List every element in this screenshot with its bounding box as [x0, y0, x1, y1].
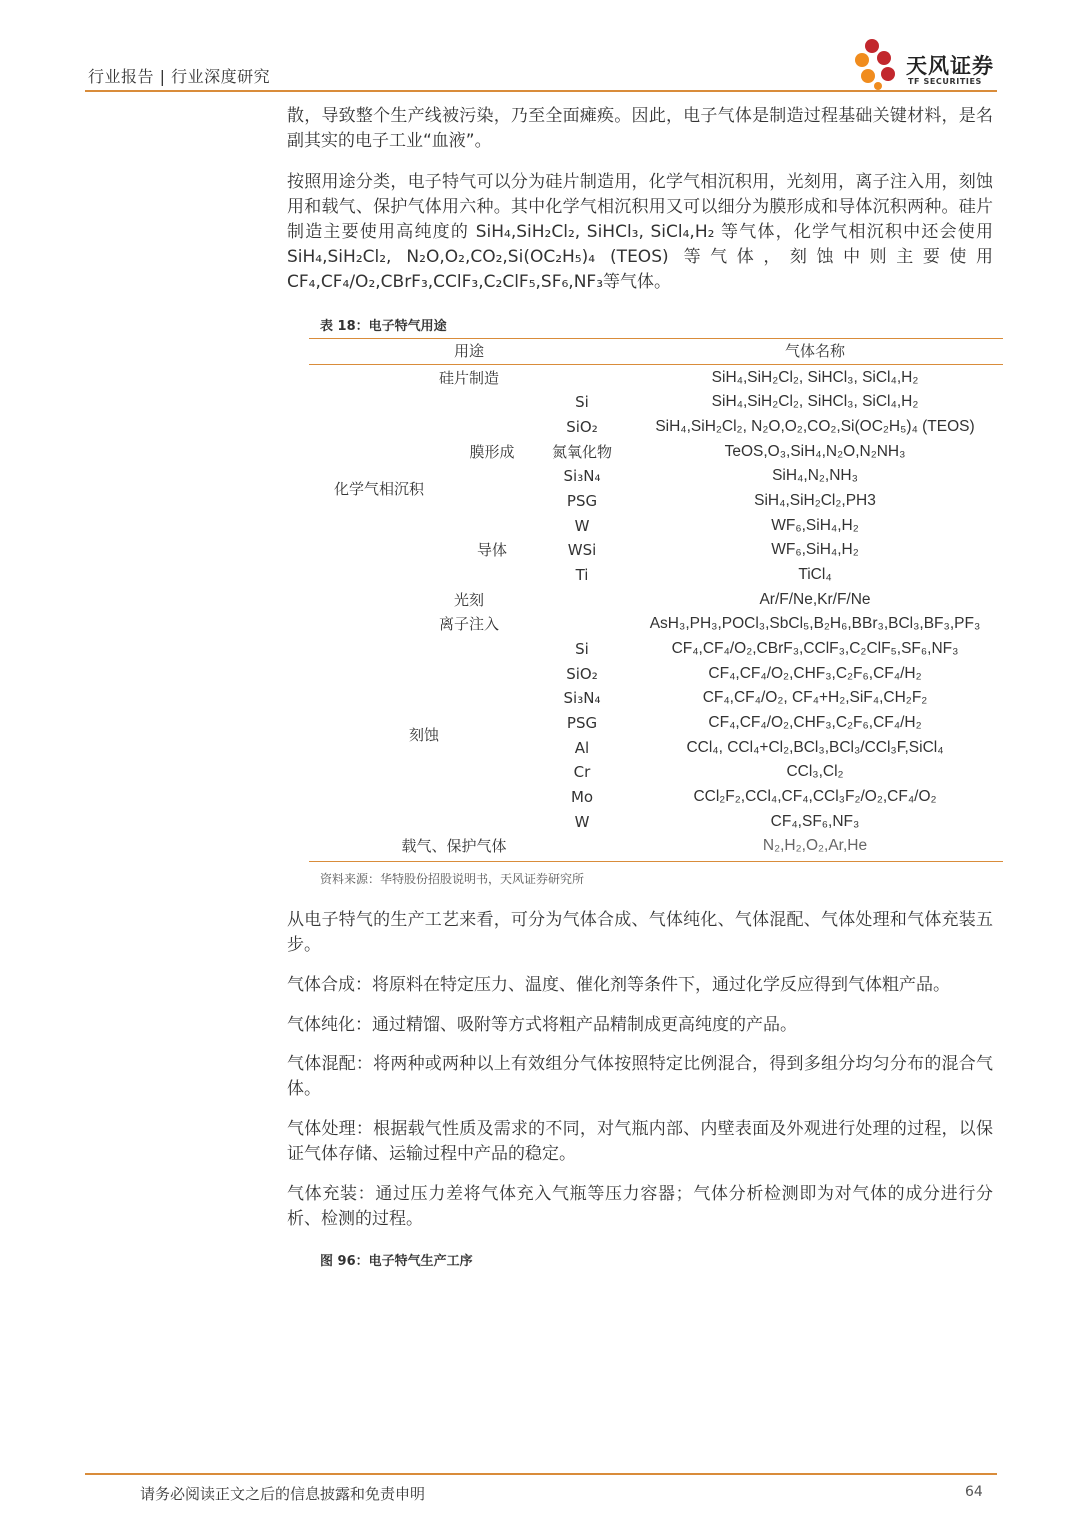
table-sub: PSG — [566, 714, 598, 732]
page-number: 64 — [965, 1484, 983, 1500]
logo-text-cn: 天风证券 — [906, 54, 994, 78]
logo-text-en: TF SECURITIES — [908, 77, 982, 86]
paragraph-3: 从电子特气的生产工艺来看，可分为气体合成、气体纯化、气体混配、气体处理和气体充装五步。 — [287, 910, 993, 955]
table-sub: SiO₂ — [566, 418, 598, 436]
table-gas: CCl₂F₂,CCl₄,CF₄,CCl₃F₂/O₂,CF₄/O₂ — [693, 788, 937, 805]
table-sub: Ti — [575, 566, 589, 584]
table-gas: N₂,H₂,O₂,Ar,He — [762, 837, 868, 854]
table-gas: TiCl₄ — [798, 566, 832, 583]
table-top-rule — [309, 338, 1003, 339]
paragraph-1: 散，导致整个生产线被污染，乃至全面瘫痪。因此，电子气体是制造过程基础关键材料，是名副其实的电子工业“血液”。 — [287, 106, 993, 151]
table-sub: Cr — [573, 763, 591, 781]
table-gas: CCl₄, CCl₄+Cl₂,BCl₃,BCl₃/CCl₃F,SiCl₄ — [686, 739, 944, 756]
table-sub: PSG — [566, 492, 598, 510]
paragraph-6: 气体混配：将两种或两种以上有效组分气体按照特定比例混合，得到多组分均匀分布的混合气体。 — [287, 1054, 993, 1099]
table-gas: SiH₄,SiH₂Cl₂, SiHCl₃, SiCl₄,H₂ — [711, 393, 919, 410]
table-sub: W — [574, 813, 590, 831]
table-gas: SiH₄,N₂,NH₃ — [772, 467, 858, 484]
table-gas: CF₄,CF₄/O₂,CHF₃,C₂F₆,CF₄/H₂ — [708, 714, 922, 731]
table-gas: CF₄,SF₆,NF₃ — [770, 813, 860, 830]
header-use: 用途 — [453, 342, 485, 360]
table-gas: WF₆,SiH₄,H₂ — [771, 517, 859, 534]
header-gas: 气体名称 — [784, 342, 846, 360]
group-implant: 离子注入 — [438, 615, 500, 633]
table-sub: Si — [575, 640, 589, 658]
table-sub: Si — [575, 393, 589, 411]
header-breadcrumb: 行业报告 | 行业深度研究 — [88, 67, 271, 86]
header-rule — [309, 364, 1003, 365]
table-gas: AsH₃,PH₃,POCl₃,SbCl₅,B₂H₆,BBr₃,BCl₃,BF₃,PF₃ — [649, 615, 981, 632]
table-gas: SiH₄,SiH₂Cl₂, SiHCl₃, SiCl₄,H₂ — [711, 369, 919, 386]
table-gas: CF₄,CF₄/O₂,CHF₃,C₂F₆,CF₄/H₂ — [708, 665, 922, 682]
gas-usage-table — [309, 338, 1003, 866]
subgroup-film: 膜形成 — [469, 443, 515, 461]
group-litho: 光刻 — [453, 591, 485, 609]
paragraph-8: 气体充装：通过压力差将气体充入气瓶等压力容器；气体分析检测即为对气体的成分进行分析、检测的过程。 — [287, 1184, 993, 1229]
table-gas: SiH₄,SiH₂Cl₂, N₂O,O₂,CO₂,Si(OC₂H₅)₄ (TEOS) — [655, 418, 975, 435]
table-gas: CF₄,CF₄/O₂,CBrF₃,CClF₃,C₂ClF₅,SF₆,NF₃ — [671, 640, 959, 657]
footer-disclaimer: 请务必阅读正文之后的信息披露和免责申明 — [140, 1485, 426, 1503]
table-sub: Al — [574, 739, 590, 757]
group-cvd: 化学气相沉积 — [333, 480, 425, 498]
table-sub: Si₃N₄ — [563, 689, 601, 707]
table-gas: WF₆,SiH₄,H₂ — [771, 541, 859, 558]
table-gas: CCl₃,Cl₂ — [786, 763, 844, 780]
figure-title: 图 96：电子特气生产工序 — [320, 1254, 473, 1269]
table-gas: SiH₄,SiH₂Cl₂,PH3 — [754, 492, 876, 509]
table-source: 资料来源：华特股份招股说明书，天风证券研究所 — [320, 872, 585, 886]
paragraph-4: 气体合成：将原料在特定压力、温度、催化剂等条件下，通过化学反应得到气体粗产品。 — [287, 975, 950, 995]
paragraph-5: 气体纯化：通过精馏、吸附等方式将粗产品精制成更高纯度的产品。 — [287, 1015, 797, 1035]
table-sub: Si₃N₄ — [563, 467, 601, 485]
table-sub: Mo — [570, 788, 594, 806]
paragraph-2: 按照用途分类，电子特气可以分为硅片制造用，化学气相沉积用，光刻用，离子注入用，刻蚀用和载气、保护气体用六种。其中化学气相沉积用又可以细分为膜形成和导体沉积两种。硅片制造主要使用高纯度的 SiH₄,SiH₂Cl₂, SiHCl₃, SiCl₄,H₂ 等气体，化学气相沉积中还会使用 SiH₄,SiH₂Cl₂, N₂O,O₂,CO₂,Si(OC₂H₅)₄ (TEOS) 等气体，刻蚀中则主要使用 CF₄,CF₄/O₂,CBrF₃,CClF₃,C₂ClF₅,SF₆,NF₃等气体。 — [287, 172, 993, 292]
table-sub: SiO₂ — [566, 665, 598, 683]
table-sub: 氮氧化物 — [551, 443, 613, 461]
table-title: 表 18：电子特气用途 — [320, 319, 447, 334]
paragraph-7: 气体处理：根据载气性质及需求的不同，对气瓶内部、内壁表面及外观进行处理的过程，以保证气体存储、运输过程中产品的稳定。 — [287, 1119, 993, 1164]
group-carrier: 载气、保护气体 — [401, 837, 507, 855]
table-sub: W — [574, 517, 590, 535]
table-sub: WSi — [567, 541, 597, 559]
group-silicon: 硅片制造 — [438, 369, 500, 387]
table-gas: Ar/F/Ne,Kr/F/Ne — [759, 591, 871, 608]
group-etch: 刻蚀 — [408, 726, 440, 744]
header-divider — [85, 90, 997, 92]
table-bottom-rule — [309, 861, 1003, 862]
table-gas: CF₄,CF₄/O₂, CF₄+H₂,SiF₄,CH₂F₂ — [702, 689, 928, 706]
footer-divider — [85, 1473, 997, 1475]
subgroup-conductor: 导体 — [476, 541, 508, 559]
table-gas: TeOS,O₃,SiH₄,N₂O,N₂NH₃ — [724, 443, 906, 460]
